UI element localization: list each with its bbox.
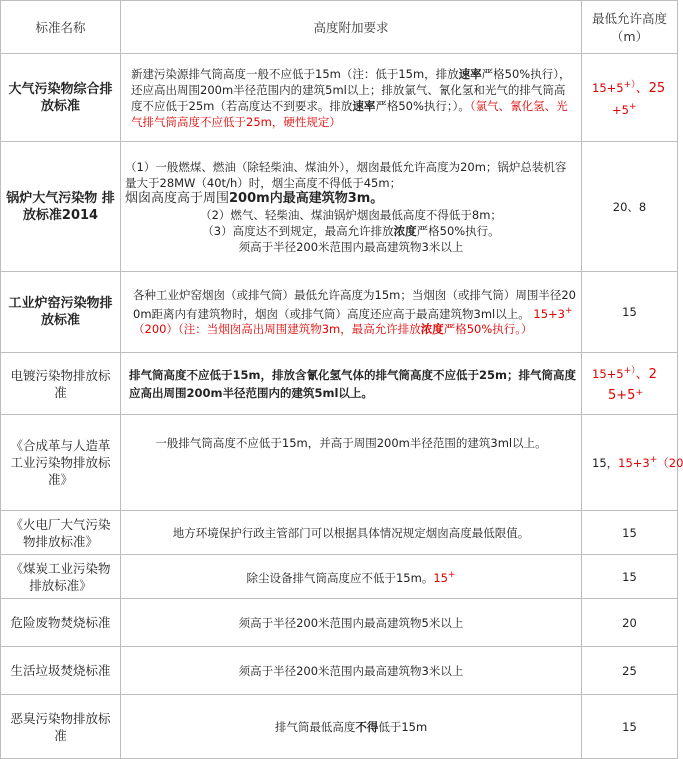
- standard-name: 危险废物焚烧标准: [1, 599, 121, 647]
- height-requirement: 地方环境保护行政主管部门可以根据具体情况规定烟囱高度最低限值。: [121, 511, 582, 555]
- height-requirement: （1）一般燃煤、燃油（除轻柴油、煤油外），烟囱最低允许高度为20m；锅炉总装机容量大于28MW（40t/h）时，烟尘高度不得低于45m； 烟囱高度高于周围200m内最高建筑物3m。 （2）燃气、轻柴油、煤油锅炉烟囱最低高度不得低于8m； （3）高度达不到规定，最高允许排放浓度严格50%执行。 须高于半径200米范围内最高建筑物3米以上: [121, 142, 582, 272]
- height-requirement: 排气筒高度不应低于15m，排放含氰化氢气体的排气筒高度不应低于25m；排气筒高度应高出周围200m半径范围内的建筑5ml以上。: [121, 353, 582, 415]
- table-row: [1, 415, 678, 511]
- min-height: 15，15+3+（20: [582, 415, 678, 511]
- min-height: 20、8: [582, 142, 678, 272]
- standard-name: 《合成革与人造革工业污染物排放标准》: [1, 415, 121, 511]
- table-row: [1, 272, 678, 353]
- header-min-height: 最低允许高度（m）: [582, 1, 678, 54]
- min-height: 15: [582, 272, 678, 353]
- height-requirement: 须高于半径200米范围内最高建筑物3米以上: [121, 647, 582, 695]
- table-row: [1, 511, 678, 555]
- standard-name: 生活垃圾焚烧标准: [1, 647, 121, 695]
- min-height: 15+5+）、2 5+5+: [582, 353, 678, 415]
- standard-name: 恶臭污染物排放标准: [1, 695, 121, 759]
- standard-name: 《煤炭工业污染物排放标准》: [1, 555, 121, 599]
- table-row: [1, 647, 678, 695]
- min-height: 25: [582, 647, 678, 695]
- min-height: 20: [582, 599, 678, 647]
- table-row: [1, 353, 678, 415]
- min-height: 15: [582, 695, 678, 759]
- standard-name: 锅炉大气污染物 排放标准2014: [1, 142, 121, 272]
- standard-name: 工业炉窑污染物排放标准: [1, 272, 121, 353]
- height-requirement: 排气筒最低高度不得低于15m: [121, 695, 582, 759]
- standard-name: 《火电厂大气污染物排放标准》: [1, 511, 121, 555]
- standard-name: 大气污染物综合排放标准: [1, 54, 121, 142]
- header-name: 标准名称: [1, 1, 121, 54]
- min-height: 15: [582, 511, 678, 555]
- standard-name: 电镀污染物排放标准: [1, 353, 121, 415]
- height-requirement: 须高于半径200米范围内最高建筑物5米以上: [121, 599, 582, 647]
- table-row: [1, 54, 678, 142]
- height-requirement: 一般排气筒高度不应低于15m，并高于周围200m半径范围的建筑3ml以上。: [121, 415, 582, 511]
- table-row: [1, 142, 678, 272]
- height-requirement: 除尘设备排气筒高度应不低于15m。15+: [121, 555, 582, 599]
- table-row: [1, 599, 678, 647]
- table-row: [1, 695, 678, 759]
- height-requirement: 新建污染源排气筒高度一般不应低于15m（注：低于15m，排放速率严格50%执行），还应高出周围200m半径范围内的建筑5ml以上；排放氯气、氰化氢和光气的排气筒高度不应低于25m（若高度达不到要求。排放速率严格50%执行；）。（氯气、氰化氢、光气排气筒高度不应低于25m，硬性规定）: [121, 54, 582, 142]
- table-row: [1, 555, 678, 599]
- header-requirement: 高度附加要求: [121, 1, 582, 54]
- min-height: 15+5+）、25 +5+: [582, 54, 678, 142]
- header-row: [1, 1, 678, 54]
- height-requirement: 各种工业炉窑烟囱（或排气筒）最低允许高度为15m；当烟囱（或排气筒）周围半径200m距离内有建筑物时，烟囱（或排气筒）高度还应高于最高建筑物3ml以上。 15+3+（200）（注：当烟囱高出周围建筑物3m，最高允许排放浓度严格50%执行。）: [121, 272, 582, 353]
- min-height: 15: [582, 555, 678, 599]
